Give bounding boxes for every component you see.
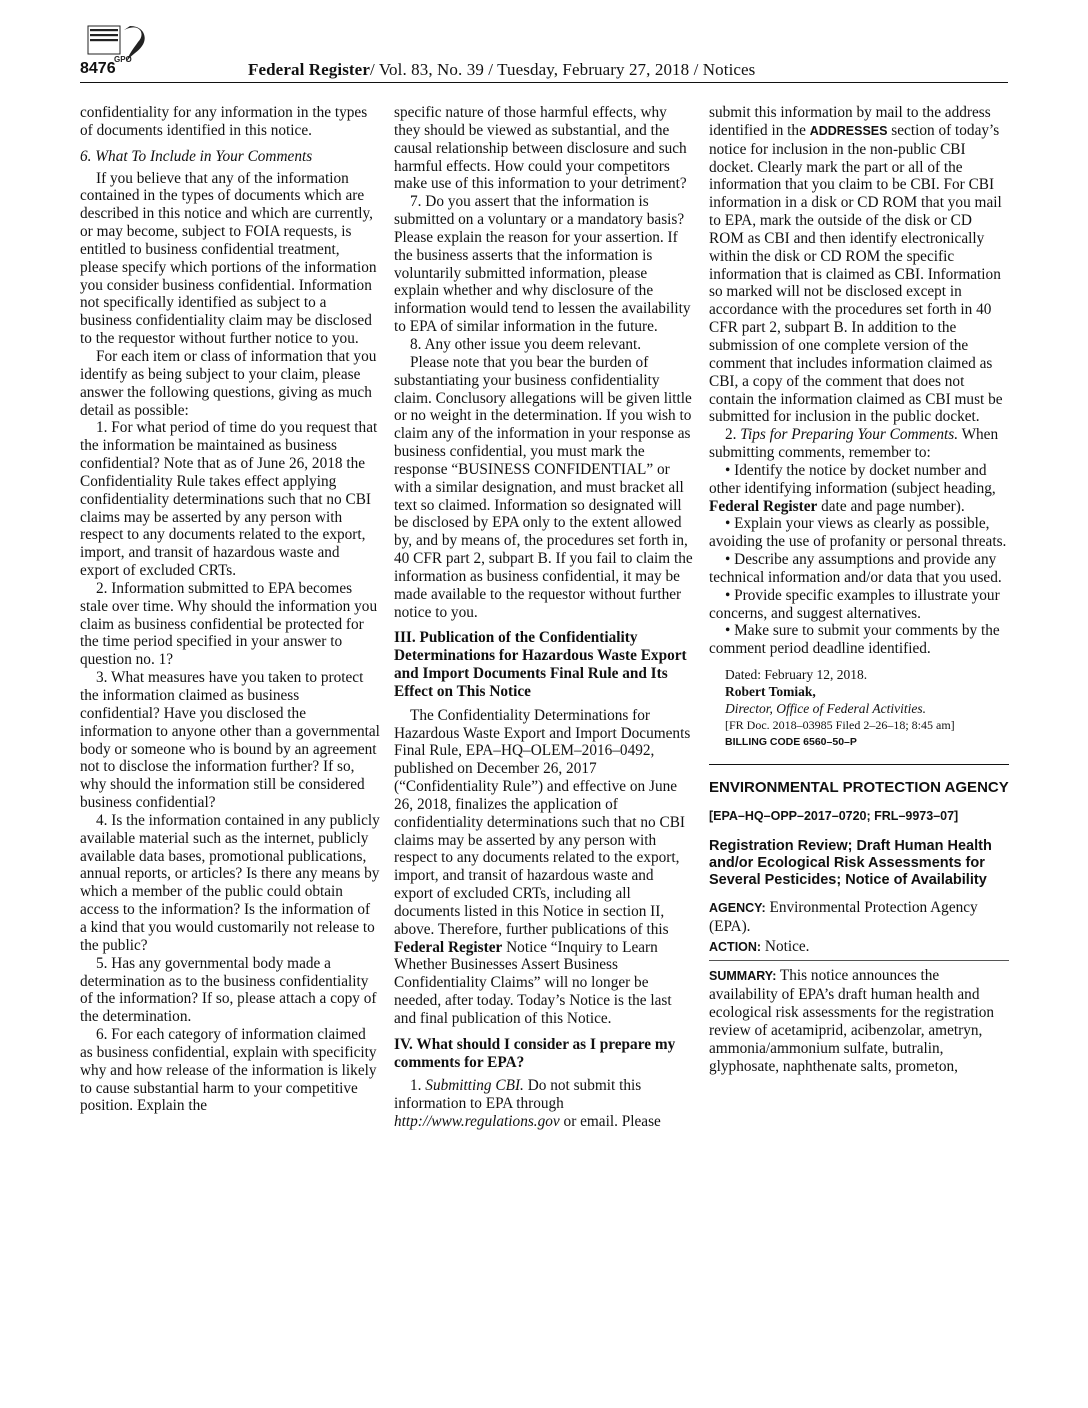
section-heading-iii: III. Publication of the Confidentiality Determinations for Hazardous Waste Export and Import Documents Final Rule and Its Effect on This Notice <box>394 629 687 700</box>
bullet-item: • Identify the notice by docket number and other identifying information (subject heading, Federal Register date and page number). <box>709 461 996 515</box>
bullet-item: • Describe any assumptions and provide any technical information and/or data that you used. <box>709 551 1002 586</box>
billing-code: BILLING CODE 6560–50–P <box>725 736 857 749</box>
paragraph: The Confidentiality Determinations for Hazardous Waste Export and Import Documents Final Rule, EPA–HQ–OLEM–2016–0492, published on December 26, 2017 (“Confidentiality Rule”) and effective on June 26, 2018, finalizes the application of confidentiality determinations such that no CBI claims may be asserted by any person with respect to any documents related to the export, import, and transit of hazardous waste and export of excluded CRTs, including all documents listed in this Notice in section II, above. Therefore, further publications of this Federal Register Notice “Inquiry to Learn Whether Businesses Assert Business Confidentiality Claims” will no longer be needed, after today. Today’s Notice is the last and final publication of this Notice. <box>394 706 691 1027</box>
column-1 <box>80 104 380 1115</box>
signer-title: Director, Office of Federal Activities. <box>725 701 926 717</box>
action-line: ACTION: Notice. <box>709 937 810 955</box>
page-header <box>80 60 1008 83</box>
paragraph: 2. Tips for Preparing Your Comments. When submitting comments, remember to: <box>709 426 999 462</box>
paragraph: Please note that you bear the burden of substantiating your business confidentiality claim. Conclusory allegations will be given little or no weight in the determination. If you wish to claim any of the information in your response as business confidential, you must mark the response “BUSINESS CONFIDENTIAL” or with a similar designation, and must bracket all text so claimed. Information so designated will be disclosed by EPA only to the extent allowed by, and by means of, the procedures set forth in, 40 CFR part 2, subpart B. If you fail to claim the information as business confidential, it may be made available to the requestor without further notice to you. <box>394 353 693 621</box>
section-heading-iv: IV. What should I consider as I prepare my comments for EPA? <box>394 1035 676 1071</box>
fr-doc-line: [FR Doc. 2018–03985 Filed 2–26–18; 8:45 am] <box>725 718 955 733</box>
column-2 <box>394 104 694 1131</box>
page-number: 8476 <box>80 60 116 77</box>
question-2: 2. Information submitted to EPA becomes stale over time. Why should the information you claim as business confidential be protected for the time period specified in your answer to question no. 1? <box>80 579 378 669</box>
question-5: 5. Has any governmental body made a determination as to the business confidentiality of the information? If so, please attach a copy of the determination. <box>80 954 377 1026</box>
bullet-item: • Make sure to submit your comments by the comment period deadline identified. <box>709 622 1000 658</box>
question-7: 7. Do you assert that the information is submitted on a voluntary or a mandatory basis? Please explain the reason for your assertion. If the business asserts that the information is voluntarily submitted information, please explain whether and why disclosure of the information would tend to lessen the availability to EPA of similar information in the future. <box>394 193 691 336</box>
paragraph: 1. Submitting CBI. Do not submit this information to EPA through http://www.regulations.gov or email. Please <box>394 1077 661 1131</box>
federal-register-ref: Federal Register <box>394 938 503 956</box>
signer-name: Robert Tomiak, <box>725 684 816 700</box>
section-heading: 6. What To Include in Your Comments <box>80 147 313 165</box>
publication-name: Federal Register <box>248 60 370 79</box>
question-4: 4. Is the information contained in any publicly available material such as the internet, publicly available data bases, promotional publications, annual reports, or articles? Is there any means by which a member of the public could obtain access to the information? Is the information of a kind that you would customarily not release to the public? <box>80 811 380 954</box>
bullet-item: • Provide specific examples to illustrate your concerns, and suggest alternatives. <box>709 586 1000 622</box>
column-3 <box>709 104 1009 1075</box>
running-head <box>248 60 755 80</box>
divider <box>709 960 1009 961</box>
volume-info: / Vol. 83, No. 39 / Tuesday, February 27, 2018 / Notices <box>369 60 756 79</box>
regulations-link[interactable]: http://www.regulations.gov <box>394 1113 560 1131</box>
paragraph: confidentiality for any information in the types of documents identified in this notice. <box>80 104 368 139</box>
question-1: 1. For what period of time do you request that the information be maintained as business confidential? Note that as of June 26, 2018 the Confidentiality Rule takes effect applying confidentiality determinations such that no CBI claims may be asserted by any person with respect to any documents related to the export, import, and transit of hazardous waste and export of excluded CRTs. <box>80 419 378 580</box>
question-8: 8. Any other issue you deem relevant. <box>410 335 642 353</box>
agency-heading: ENVIRONMENTAL PROTECTION AGENCY <box>709 779 1009 796</box>
summary-paragraph: SUMMARY: This notice announces the availability of EPA’s draft human health and ecological risk assessments for the registration review of acetamiprid, acibenzolar, ametryn, ammonia/ammonium sulfate, butralin, glyphosate, naphthenate salts, prometon, <box>709 967 995 1075</box>
docket-number: [EPA–HQ–OPP–2017–0720; FRL–9973–07] <box>709 809 959 823</box>
bullet-item: • Explain your views as clearly as possible, avoiding the use of profanity or personal threats. <box>709 515 1007 551</box>
document-title: Registration Review; Draft Human Health and/or Ecological Risk Assessments for Several Pesticides; Notice of Availability <box>709 837 992 888</box>
paragraph: For each item or class of information that you identify as being subject to your claim, please answer the following questions, giving as much detail as possible: <box>80 347 377 419</box>
divider <box>709 764 1009 765</box>
question-3: 3. What measures have you taken to protect the information claimed as business confidential? Have you disclosed the information to anyone other than a governmental body or someone who is bound by an agreement not to disclose the information further? If so, why should the information still be considered business confidential? <box>80 669 380 812</box>
svg-text:GPO: GPO <box>114 55 132 64</box>
paragraph: If you believe that any of the information contained in the types of documents which are described in this notice and which are currently, or may become, subject to FOIA requests, is entitled to business confidential treatment, please specify which portions of the information you consider business confidential. Information not specifically identified as subject to a business confidentiality claim may be disclosed to the requestor without further notice to you. <box>80 169 377 348</box>
question-6: 6. For each category of information claimed as business confidential, explain with specificity why and how release of the information is likely to cause substantial harm to your competitive position. Explain the <box>80 1026 377 1115</box>
paragraph: specific nature of those harmful effects, why they should be viewed as substantial, and the causal relationship between disclosure and such harmful effects. How could your competitors make use of this information to your detriment? <box>394 104 687 193</box>
dated-line: Dated: February 12, 2018. <box>725 667 868 683</box>
paragraph: submit this information by mail to the address identified in the ADDRESSES section of today’s notice for inclusion in the non-public CBI docket. Clearly mark the part or all of the information that you claim to be CBI. For CBI information in a disk or CD ROM that you mail to EPA, mark the outside of the disk or CD ROM as CBI and then identify electronically within the disk or CD ROM the specific information that is claimed as CBI. Information so marked will not be disclosed except in accordance with the procedures set forth in 40 CFR part 2, subpart B. In addition to the submission of one complete version of the comment that includes information claimed as CBI, a copy of the comment that does not contain the information claimed as CBI must be submitted for inclusion in the public docket. <box>709 104 1003 426</box>
agency-line: AGENCY: Environmental Protection Agency (EPA). <box>709 898 978 935</box>
